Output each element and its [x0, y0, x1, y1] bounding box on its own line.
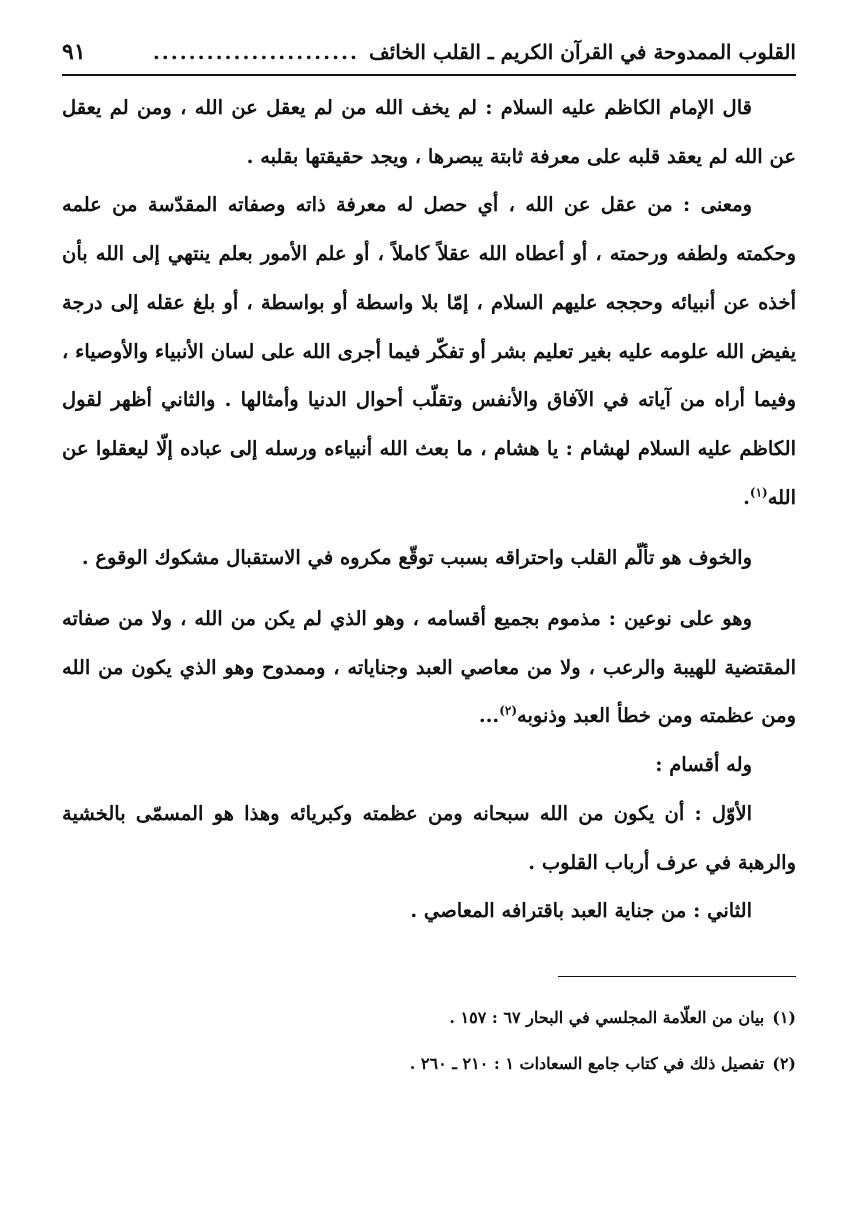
paragraph	[62, 741, 796, 790]
paragraph	[62, 181, 796, 522]
page-number: ٩١	[62, 39, 86, 65]
book-page	[62, 30, 796, 1200]
paragraph-text: ومعنى : من عقل عن الله ، أي حصل له معرفة ذاته وصفاته المقدّسة من علمه وحكمته ولطفه ورحمته ، أو أعطاه الله عقلاً كاملاً ، أو علم الأمور بعلم ينتهي إلى الله بأن أخذه عن أنبيائه وحججه عليهم السلام ، إمّا بلا واسطة أو بواسطة ، أو بلغ عقله إلى درجة يفيض الله علومه عليه بغير تعليم بشر أو تفكّر فيما أجرى الله على لسان الأنبياء والأوصياء ، وفيما أراه من آياته في الآفاق والأنفس وتقلّب أحوال الدنيا وأمثالها . والثاني أظهر لقول الكاظم عليه السلام لهشام : يا هشام ، ما بعث الله أنبياءه ورسله إلى عباده إلّا ليعقلوا عن الله	[62, 193, 796, 509]
paragraph	[62, 595, 796, 741]
footnote-number: (٢)	[772, 1053, 796, 1073]
paragraph-text: وله أقسام :	[655, 753, 752, 777]
footnote-text: تفصيل ذلك في كتاب جامع السعادات ١ : ٢١٠ ـ ٢٦٠ .	[409, 1053, 765, 1073]
paragraph	[62, 534, 796, 583]
paragraph	[62, 790, 796, 887]
paragraph-end: ...	[478, 704, 500, 728]
paragraph	[62, 84, 796, 181]
footnote-marker: (١)	[749, 485, 768, 500]
header-title: القلوب الممدوحة في القرآن الكريم ـ القلب الخائف	[368, 40, 796, 64]
paragraph-text: قال الإمام الكاظم عليه السلام : لم يخف الله من لم يعقل عن الله ، ومن لم يعقل عن الله لم يعقد قلبه على معرفة ثابتة يبصرها ، ويجد حقيقتها بقلبه .	[62, 96, 796, 168]
paragraph-text: الثاني : من جناية العبد باقترافه المعاصي .	[410, 899, 752, 923]
footnote-marker: (٢)	[499, 703, 518, 718]
footnote-number: (١)	[772, 1007, 796, 1027]
paragraph-end: .	[743, 485, 750, 509]
paragraph-text: الأوّل : أن يكون من الله سبحانه ومن عظمته وكبريائه وهذا هو المسمّى بالخشية والرهبة في عرف أرباب القلوب .	[62, 801, 796, 874]
footnote-text: بيان من العلّامة المجلسي في البحار ٦٧ : ١٥٧ .	[449, 1007, 765, 1027]
footnote-divider	[558, 976, 796, 977]
footnote-item	[62, 1041, 796, 1087]
paragraph-text: والخوف هو تألّم القلب واحتراقه بسبب توقّع مكروه في الاستقبال مشكوك الوقوع .	[81, 546, 752, 570]
running-header	[62, 30, 796, 76]
paragraph-text: وهو على نوعين : مذموم بجميع أقسامه ، وهو الذي لم يكن من الله ، ولا من صفاته المقتضية للهيبة والرعب ، ولا من معاصي العبد وجناياته ، وممدوح وهو الذي يكون من الله ومن عظمته ومن خطأ العبد وذنوبه	[62, 607, 796, 728]
header-leader-dots: .......................	[152, 40, 359, 64]
paragraph	[62, 887, 796, 936]
main-text	[62, 84, 796, 936]
footnote-item	[62, 995, 796, 1041]
footnotes	[62, 995, 796, 1087]
